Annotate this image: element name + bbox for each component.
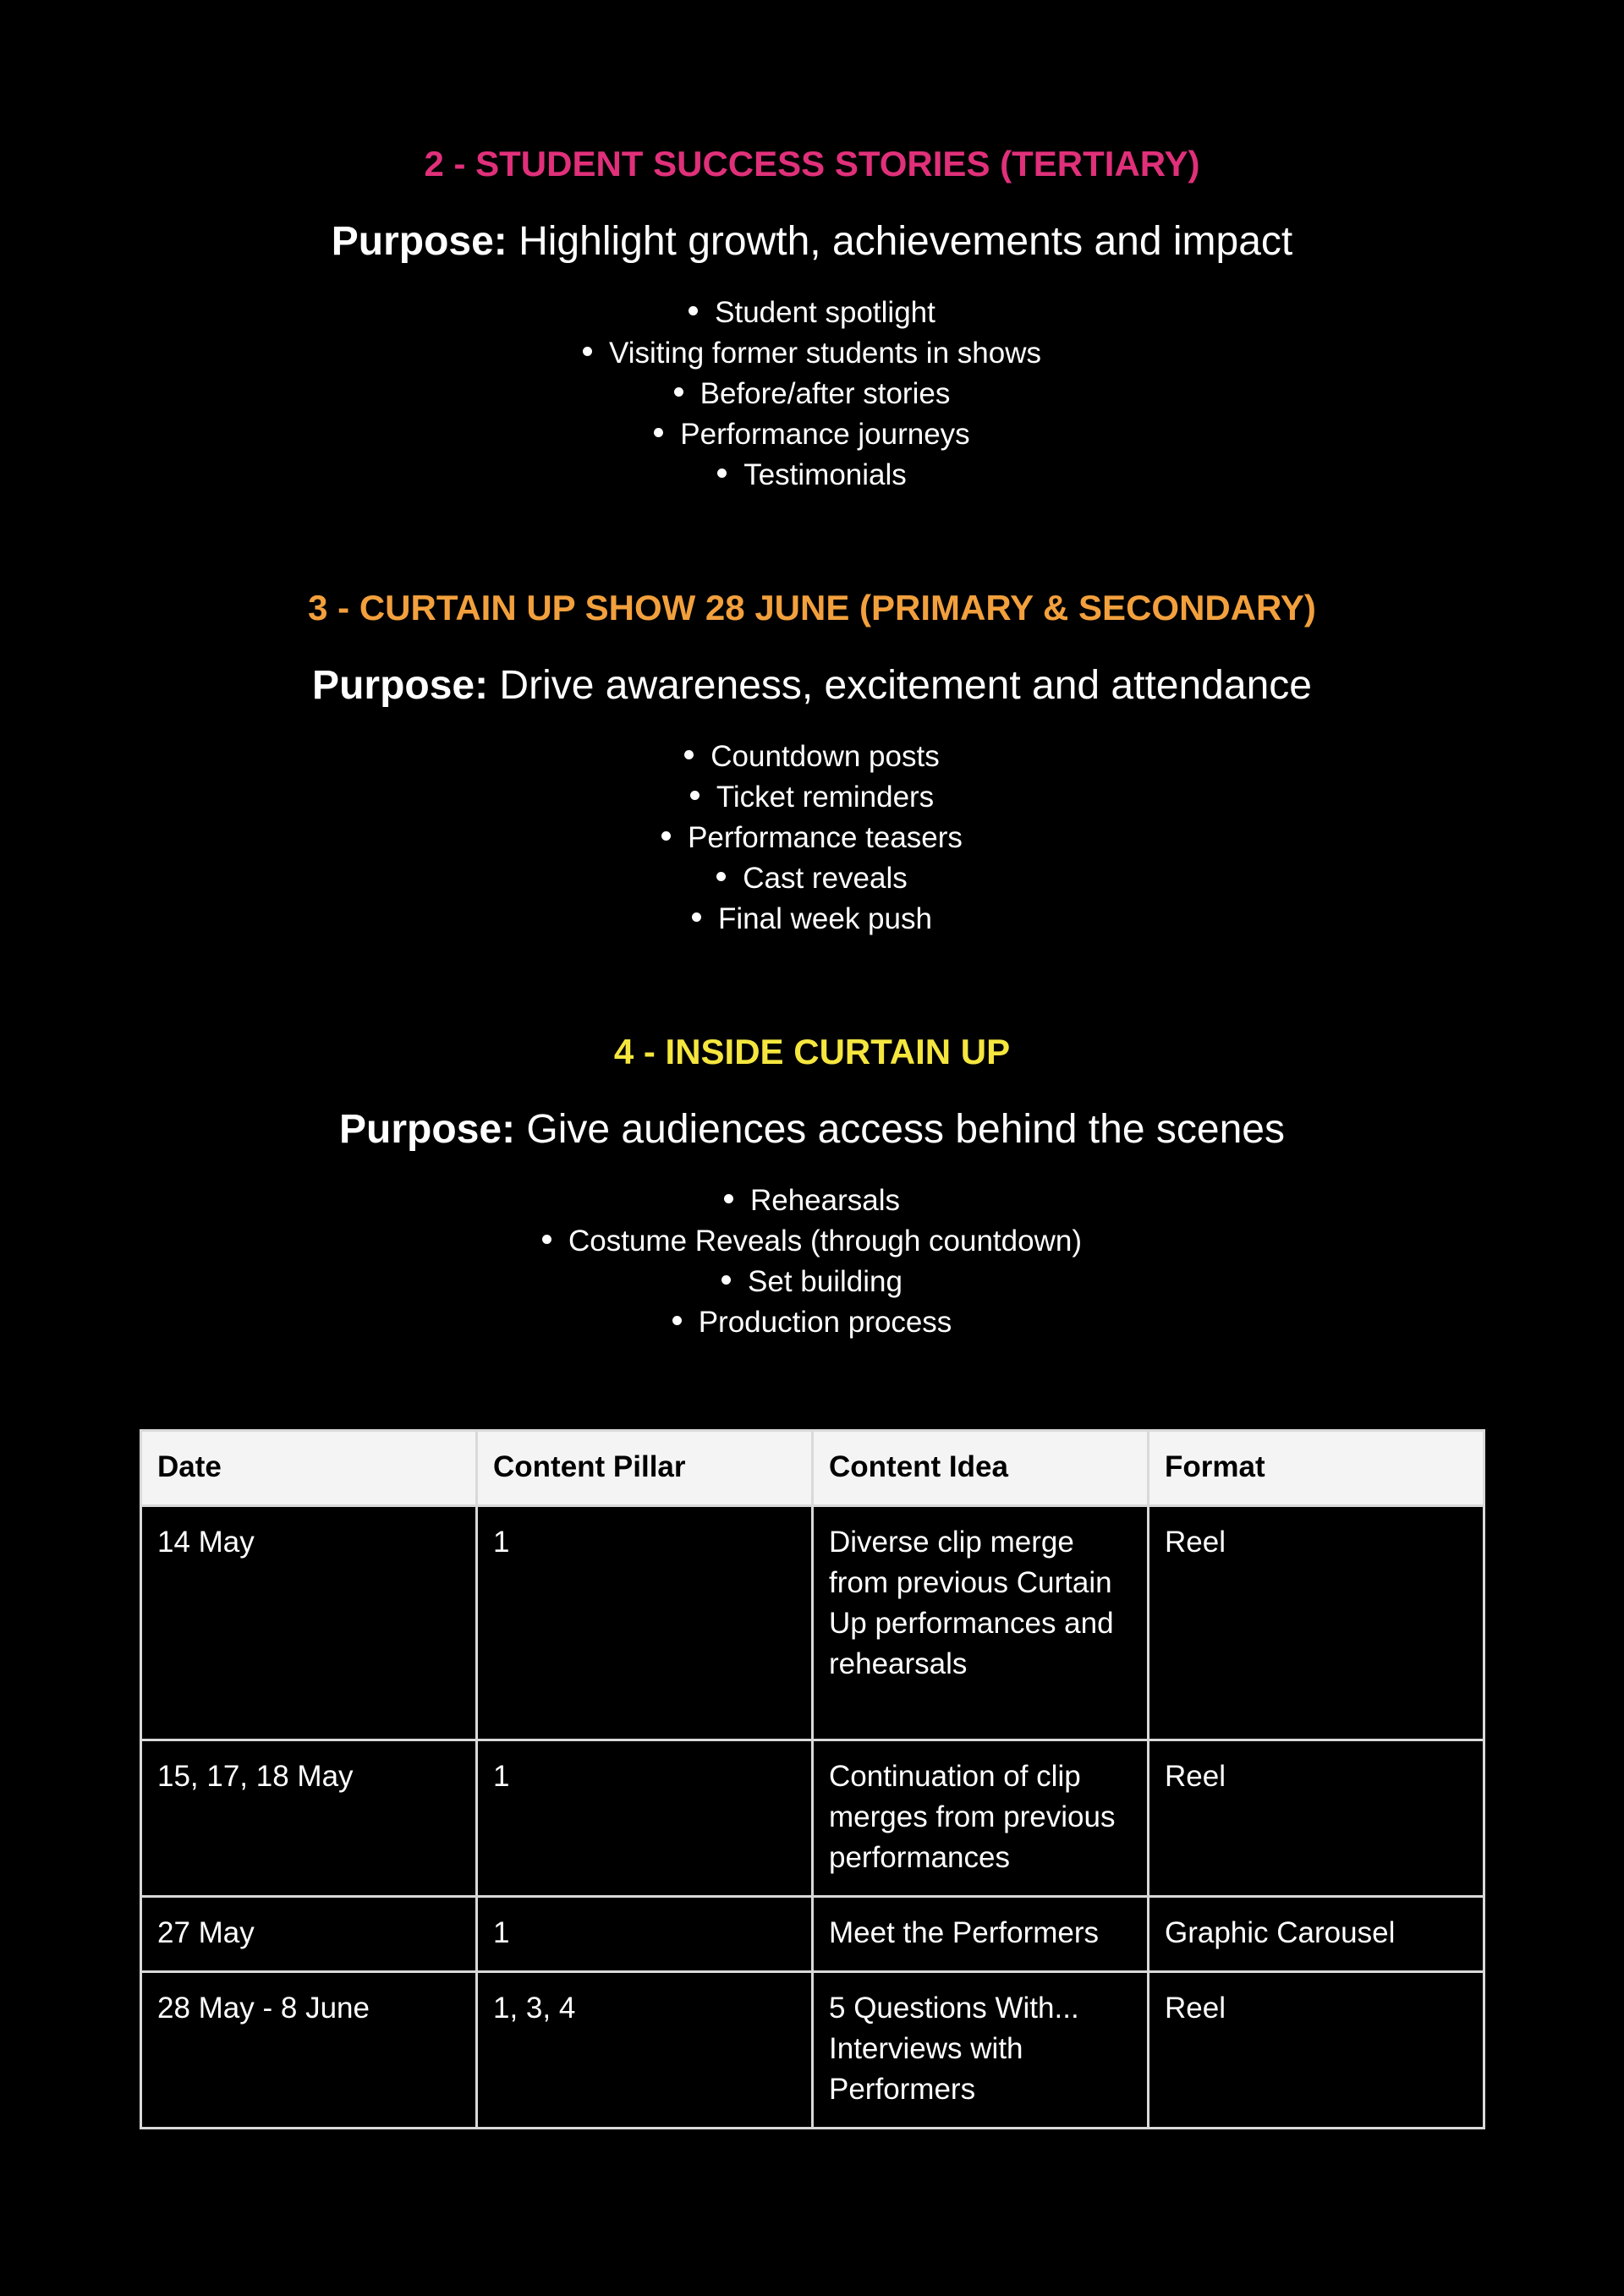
- column-header-content-pillar: Content Pillar: [477, 1431, 813, 1506]
- table-cell: Diverse clip merge from previous Curtain Up performances and rehearsals: [813, 1506, 1149, 1740]
- section-title: 3 - CURTAIN UP SHOW 28 JUNE (PRIMARY & SECONDARY): [308, 588, 1316, 627]
- section-purpose: [0, 1104, 1624, 1155]
- content-schedule-table: [140, 1429, 1485, 2129]
- purpose-label: Purpose:: [312, 663, 489, 708]
- table-cell: Meet the Performers: [813, 1897, 1149, 1972]
- table-cell: 1: [477, 1506, 813, 1740]
- table-row: [141, 1506, 1484, 1740]
- bullet-icon: [672, 1316, 682, 1325]
- bullet-icon: [692, 912, 701, 922]
- section-title: 2 - STUDENT SUCCESS STORIES (TERTIARY): [424, 144, 1200, 184]
- column-header-date: Date: [141, 1431, 477, 1506]
- list-item: [0, 899, 1624, 940]
- list-item-text: Testimonials: [743, 458, 907, 491]
- bullet-icon: [654, 428, 663, 437]
- table-cell: Reel: [1149, 1972, 1484, 2129]
- bullet-icon: [689, 306, 698, 315]
- bullet-icon: [674, 387, 683, 397]
- list-item-text: Ticket reminders: [716, 781, 935, 814]
- purpose-label: Purpose:: [339, 1107, 516, 1152]
- section-purpose: [0, 216, 1624, 267]
- list-item-text: Final week push: [718, 902, 932, 935]
- list-item-text: Countdown posts: [710, 740, 940, 773]
- section-inside-curtain-up: [0, 1030, 1624, 1343]
- list-item: [0, 333, 1624, 374]
- bullet-icon: [661, 831, 671, 841]
- bullet-icon: [542, 1235, 551, 1244]
- list-item-text: Production process: [698, 1306, 952, 1339]
- list-item: [0, 455, 1624, 496]
- table-cell: 1, 3, 4: [477, 1972, 813, 2129]
- bullet-list: [0, 737, 1624, 940]
- bullet-icon: [717, 469, 727, 478]
- section-student-success-stories: [0, 142, 1624, 496]
- section-purpose: [0, 660, 1624, 711]
- list-item-text: Set building: [748, 1265, 903, 1298]
- table-cell: 15, 17, 18 May: [141, 1740, 477, 1897]
- list-item: [0, 1181, 1624, 1221]
- list-item: [0, 858, 1624, 899]
- list-item-text: Visiting former students in shows: [609, 337, 1041, 370]
- table-cell: 28 May - 8 June: [141, 1972, 477, 2129]
- bullet-icon: [690, 791, 700, 800]
- bullet-icon: [724, 1194, 733, 1203]
- bullet-list: [0, 293, 1624, 496]
- purpose-text: Highlight growth, achievements and impact: [507, 219, 1293, 264]
- purpose-text: Drive awareness, excitement and attendance: [488, 663, 1312, 708]
- purpose-label: Purpose:: [331, 219, 508, 264]
- table-cell: 5 Questions With... Interviews with Performers: [813, 1972, 1149, 2129]
- list-item: [0, 1302, 1624, 1343]
- list-item-text: Performance teasers: [688, 821, 963, 854]
- list-item: [0, 777, 1624, 818]
- table-cell: 1: [477, 1740, 813, 1897]
- list-item: [0, 1221, 1624, 1262]
- list-item-text: Rehearsals: [749, 1184, 901, 1217]
- table-cell: 27 May: [141, 1897, 477, 1972]
- section-title: 4 - INSIDE CURTAIN UP: [613, 1032, 1011, 1071]
- list-item-text: Costume Reveals (through countdown): [568, 1225, 1082, 1258]
- table-cell: Continuation of clip merges from previous performances: [813, 1740, 1149, 1897]
- table-row: [141, 1972, 1484, 2129]
- table-cell: 1: [477, 1897, 813, 1972]
- list-item: [0, 293, 1624, 333]
- column-header-content-idea: Content Idea: [813, 1431, 1149, 1506]
- list-item-text: Cast reveals: [743, 862, 908, 895]
- table-cell: Reel: [1149, 1506, 1484, 1740]
- table-cell: Reel: [1149, 1740, 1484, 1897]
- list-item-text: Before/after stories: [700, 377, 951, 410]
- list-item: [0, 1262, 1624, 1302]
- table-row: [141, 1897, 1484, 1972]
- list-item-text: Performance journeys: [680, 418, 970, 451]
- table-row: [141, 1740, 1484, 1897]
- bullet-icon: [716, 872, 726, 881]
- list-item: [0, 737, 1624, 777]
- list-item: [0, 374, 1624, 414]
- column-header-format: Format: [1149, 1431, 1484, 1506]
- purpose-text: Give audiences access behind the scenes: [515, 1107, 1285, 1152]
- bullet-list: [0, 1181, 1624, 1343]
- table-cell: 14 May: [141, 1506, 477, 1740]
- table-cell: Graphic Carousel: [1149, 1897, 1484, 1972]
- list-item: [0, 414, 1624, 455]
- list-item: [0, 818, 1624, 858]
- list-item-text: Student spotlight: [715, 296, 935, 329]
- bullet-icon: [684, 750, 694, 759]
- section-curtain-up-show: [0, 586, 1624, 940]
- table-header-row: [141, 1431, 1484, 1506]
- bullet-icon: [721, 1275, 731, 1285]
- bullet-icon: [583, 347, 592, 356]
